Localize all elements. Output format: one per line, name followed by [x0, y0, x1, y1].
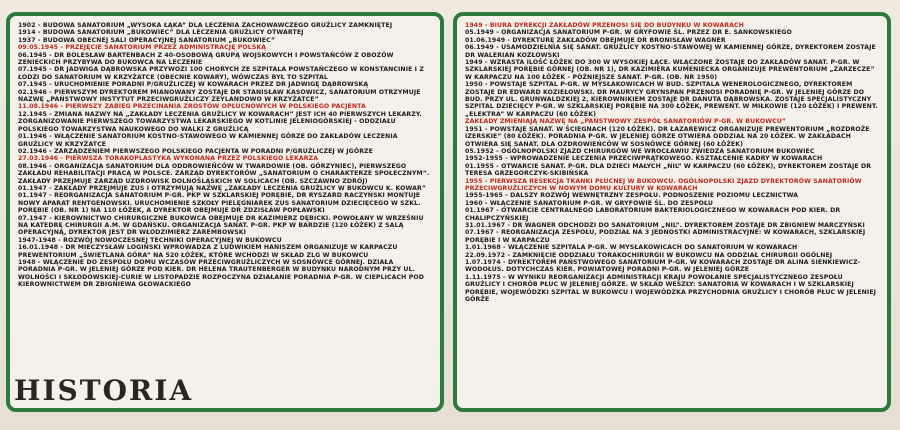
- entry-text: - USAMODZIELNIA SIĘ SANAT. GRUŹLICY KOSTNO-STAWOWEJ W KAMIENNEJ GÓRZE, DYREKTOREM ZOSTAJE DR WALERIAN KOZŁOWSKI: [465, 44, 876, 59]
- entry-text: - ORGANIZACJA SANATORIUM DLA ODDROWIEŃCÓW W TWARDOWIE (OB. GÓRZYNIEC), PIERWSZEGO ZAKŁADU REHABILITACJI PRACĄ W POLSCE. ZARZĄD DYREKTORÓW „SANATORIUM O CHARAKTERZE SPOŁECZNYM”. ZAKŁADY PRZEJMUJE ZARZĄD UZDROWISK DOLNOŚLĄSKICH W SOLICACH (OB. SZCZAWNO ZDRÓJ): [18, 162, 430, 185]
- entry-text: - DYREKTOREM PAŃSTWOWEGO SANATORIUM P-GR. W KOWARACH ZOSTAJE DR ALINA SIENKIEWICZ-WODOŁUS. DOTYCHCZAS KIER. POWIATOWEJ PORADNI P-GR. W JELENIEJ GÓRZE: [465, 259, 861, 274]
- timeline-entry: [465, 200, 879, 207]
- entry-date: 1955: [465, 177, 483, 185]
- entry-date: 01.1947: [18, 192, 47, 200]
- timeline-entry: [18, 111, 432, 133]
- timeline-entry: [465, 126, 879, 148]
- timeline-entry: [18, 215, 432, 237]
- timeline-entry: [465, 207, 879, 222]
- entry-date: 01.1946: [18, 133, 47, 141]
- entry-text: - ZAKŁADY PRZEJMUJE ZUS I OTRZYMUJĄ NAZWĘ „ZAKŁADY LECZENIA GRUŹLICY W BUKOWCU K. KOWAR”: [49, 184, 427, 192]
- timeline-entry: [465, 81, 879, 118]
- entry-text: - WPROWADZENIE LECZENIA PRZECIWPRĄTKOWEGO. KSZTAŁCENIE KADRY W KOWARACH: [505, 155, 823, 163]
- entry-text: - URUCHOMIENIE PORADNI P/GRUŹLICZEJ W KOWARACH PRZEZ DR JADWIGĘ DĄBROWSKĄ: [49, 81, 369, 89]
- entry-text: - WŁĄCZENIE SANATORIUM P-GR. W GRYFOWIE ŚL. DO ZESPOŁU: [484, 199, 713, 207]
- entry-date: 1952-1955: [465, 155, 503, 163]
- entry-text: - DR JADWIGA DĄBROWSKA PRZYWOZI 100 CHORYCH ZE SZPITALA POWSTAŃCZEGO W KONSTANCINIE I Z ŁODZI DO SANATORIUM W KRZYŻATCE (OBECNIE KOWARY), WÓWCZAS BYŁ TO SZPITAL: [18, 66, 424, 81]
- entry-text: - W WYNIKU REORGANIZACJI ADMINISTRACJI KRAJU POWOŁANIE SPECJALISTYCZNEGO ZESPOŁU GRUŹLICY I CHORÓB PŁUC W JELENIEJ GÓRZE. W SKŁAD WESZŁY: SANATORIA W KOWARACH I W SZKLARSKIEJ PORĘBIE, WOJEWÓDZKI SZPITAL W BUKOWCU I WOJEWÓDZKA PRZYCHODNIA GRUŹLICY I CHORÓB PŁUC W JELENIEJ GÓRZE: [465, 273, 877, 304]
- entry-date: 01.1947: [18, 184, 47, 192]
- timeline-entry: [465, 163, 879, 178]
- entry-text: - POWSTAJE SANAT. W ŚCIEGNACH (120 ŁÓŻEK). DR ŁAZAREWICZ ORGANIZUJE PREWENTORIUM „ROZDROŻE IZERSKIE” (80 ŁÓŻEK). PORADNIA P-GR. W JELENIEJ GÓRZE OTWIERA ODDZIAŁ NA 20 ŁÓŻEK. W ZAKŁADACH OTWIERA SIĘ SANAT. DLA OZDROWIEŃCÓW W SOSNÓWCE GÓRNEJ (60 ŁÓŻEK): [465, 125, 870, 148]
- timeline-entry: [18, 37, 432, 44]
- entry-text: - BUDOWA SANATORIUM „WYSOKA ŁĄKA” DLA LECZENIA ZACHOWAWCZEGO GRUŹLICY ZAMKNIĘTEJ: [37, 22, 393, 29]
- entry-date: 12.1945: [18, 110, 47, 118]
- entry-date: 01.1955: [465, 162, 494, 170]
- entry-date: 1948: [18, 259, 36, 266]
- timeline-entry: [18, 244, 432, 259]
- timeline-entry: [465, 252, 879, 259]
- entry-date: 1.11.1975: [465, 273, 501, 281]
- timeline-entry: [18, 103, 432, 110]
- entry-text: - REORGANIZACJA SANATORIUM P-GR. PKP W SZKLARSKIEJ PORĘBIE, DR RYSZARD RACZYŃSKI MONTUJE NOWY APARAT RENTGENOWSKI. URUCHOMIENIE SZKOŁY PIELĘGNIAREK ZUS SANATORIUM DZIECIĘCEGO W SZKL. PORĘBIE (OB. NR 1) NA 110 ŁÓŻEK, A DYREKTOR OBEJMUJE DR ZDZISŁAW POPŁAWSKI: [18, 192, 421, 215]
- entry-date: 1.07.1974: [465, 259, 501, 266]
- entry-text: - DR WAGNER ODCHODZI DO SANATORIUM „NIL”. DYREKTOREM ZOSTAJE DR ZBIGNIEW MARCZYŃSKI: [507, 221, 865, 229]
- entry-date: 16.01.1948: [18, 244, 59, 252]
- entry-text: - PIERWSZYM DYREKTOREM MIANOWANY ZOSTAJE DR STANISŁAW KASOWICZ, SANATORIUM OTRZYMUJE NAZWĘ „PAŃSTWOWY INSTYTUT PRZECIWGRUŹLICZY ZEYLANDOWO W KRZYŻATCE”: [18, 88, 421, 104]
- entry-text: - PIERWSZA TORAKOPLASTYKA WYKONANA PRZEZ POLSKIEGO LEKARZA: [60, 155, 319, 163]
- timeline-entry: [18, 148, 432, 155]
- timeline-entry: [465, 259, 879, 274]
- page-title: HISTORIA: [14, 374, 194, 407]
- entry-date: 05.1949: [465, 29, 494, 37]
- entry-text: - ZAMKNIĘCIE ODDZIAŁU TORAKOCHIRURGII W BUKOWCU NA ODDZIAŁ CHIRURGII OGÓLNEJ: [507, 251, 833, 259]
- entry-text: - PIERWSZA RESEKCJA TKANKI PŁUCNEJ W BUKOWCU. OGÓLNOPOLSKI ZJAZD DYREKTORÓW SANATORIÓW PRZECIWGRUŹLICZYCH W NOWYM DOMU KULTURY W KOWARACH: [465, 177, 862, 192]
- timeline-panel-right: [453, 12, 891, 412]
- entry-text: - WŁĄCZENIE SANATORIUM KOSTNO-STAWOWEGO W KAMIENNEJ GÓRZE DO ZAKŁADÓW LECZENIA GRUŹLICY W KRZYŻATCE: [18, 133, 398, 148]
- entry-date: 1.01.1968: [465, 244, 501, 252]
- entry-date: 11.08.1946: [18, 103, 59, 111]
- entry-text: - BIURA DYREKCJI ZAKŁADÓW PRZENOSI SIĘ DO BUDYNKU W KOWARACH: [484, 22, 744, 29]
- timeline-entry: [465, 118, 879, 125]
- entry-text: - WZRASTA ILOŚĆ ŁÓŻEK DO 300 W WYSOKIEJ ŁĄCE. WŁĄCZONE ZOSTAJE DO ZAKŁADÓW SANAT. P-GR. W SZKLARSKIEJ PORĘBIE GÓRNEJ (OB. NR 1), DR KAZIMIERA KUMENIECKA ORGANIZUJE PREWENTORIUM „ZARZECZE” W KARPACZU NA 100 ŁÓŻEK - PÓŹNIEJSZE SANAT. P-GR. (OB. NR 1950): [465, 59, 875, 81]
- entry-text: - ORGANIZACJA SANATORIUM P-GR. W GRYFOWIE ŚL. PRZEZ DR E. SANKOWSKIEGO: [496, 29, 792, 37]
- entry-text: - ROZWÓJ NOWOCZESNEJ TECHNIKI OPERACYJNEJ W BUKOWCU: [58, 236, 282, 244]
- entry-text: - DR BOLESŁAW BARTENBACH Z 40-OSOBOWĄ GRUPĄ WOJSKOWYCH I POWSTAŃCÓW Z OBOZÓW ZENIECKICH PRZYBYWA DO BUKOWCA NA LECZENIE: [18, 51, 394, 67]
- entry-date: 1950: [465, 81, 483, 89]
- entry-date: 01.06.1949: [465, 36, 506, 44]
- entry-text: - BUDOWA OBECNEJ SALI OPERACYJNEJ SANATORIUM „BUKOWIEC”: [37, 36, 276, 44]
- timeline-entry: [465, 192, 879, 199]
- timeline-entry: [18, 81, 432, 88]
- timeline-entry: [18, 133, 432, 148]
- entry-text: - OTWARCIE SANAT. P-GR. DLA DZIECI MAŁYCH „NIL” W KARPACZU (60 ŁÓŻEK), DYREKTOREM ZOSTAJE DR TERESA GRZEGORCZYK-SKIBIŃSKA: [465, 162, 872, 178]
- timeline-entry: [18, 192, 432, 214]
- timeline-entry: [18, 29, 432, 36]
- entry-text: - ZARZĄDZENIEM PIERWSZEGO POLSKIEGO PACJENTA W PORADNI P/GRUŹLICZEJ W JGÓRZE: [49, 147, 373, 155]
- timeline-entry: [18, 44, 432, 51]
- entry-date: 07.1945: [18, 81, 47, 89]
- entry-date: 01.1967: [465, 207, 494, 215]
- entry-date: 1902: [18, 22, 36, 29]
- timeline-entry: [18, 259, 432, 289]
- entry-date: 1951: [465, 125, 483, 133]
- entry-date: 06.1945: [18, 51, 47, 59]
- timeline-entry: [18, 163, 432, 185]
- timeline-entry: [18, 89, 432, 104]
- entry-date: 1947-1948: [18, 236, 56, 244]
- entry-text: - WŁĄCZENIE DO ZESPOŁU DOMU WCZASÓW PRZECIWGRUŹLICZYCH W SOSNÓWCE GÓRNEJ. DZIAŁA PORADNIA P-GR. W JELENIEJ GÓRZE POD KIER. DR HELENA TRAUTENBERGER W BUDYNKU NARODNYM PRZY UL. WOLNOŚCI I SKŁODOWSKIEJ-CURIE W LISTOPADZIE ROZPOCZYNA DZIAŁANIE PORADNIA P-GR. W CIEPLICACH POD KIEROWNICTWEM DR ZBIGNIEWA GŁOWACKIEGO: [18, 259, 424, 289]
- entry-text: - PIERWSZY ZABIEG PRZECINANIA ZROSTÓW OPŁUCNOWYCH W POLSKIEGO PACJENTA: [60, 103, 366, 111]
- entry-text: - OTWARCIE CENTRALNEGO LABORATORIUM BAKTERIOLOGICZNEGO W KOWARACH POD KIER. DR CHALIPCZYŃSKIEJ: [465, 207, 841, 222]
- timeline-entry: [18, 66, 432, 81]
- timeline-entry: [465, 222, 879, 229]
- entry-date: 06.1949: [465, 44, 494, 52]
- timeline-entry: [465, 155, 879, 162]
- entry-date: 1955-1965: [465, 192, 503, 200]
- entry-text: - WŁĄCZENIE SZPITALA P-GR. W MYSŁAKOWICACH DO SANATORIUM W KOWARACH: [503, 244, 798, 252]
- entry-text: ZAKŁADY ZMIENIAJĄ NAZWĘ NA „PAŃSTWOWY ZESPÓŁ SANATORIÓW P-GR. W BUKOWCU”: [465, 118, 787, 126]
- entry-date: 07.1947: [18, 214, 47, 222]
- entry-date: 08.1946: [18, 162, 47, 170]
- entry-date: 09.05.1945: [18, 44, 59, 52]
- timeline-entry: [465, 274, 879, 304]
- timeline-entry: [18, 155, 432, 162]
- entry-date: 1914: [18, 29, 36, 37]
- timeline-entry: [465, 148, 879, 155]
- timeline-panel-left: [6, 12, 444, 412]
- entry-date: 02.1946: [18, 88, 47, 96]
- timeline-entry: [465, 29, 879, 36]
- entry-date: 02.1946: [18, 147, 47, 155]
- timeline-entry: [465, 229, 879, 244]
- timeline-entry: [465, 178, 879, 193]
- entry-date: 07.1967: [465, 229, 494, 237]
- entry-text: - DALSZY ROZWÓJ WEWNĘTRZNY ZESPOŁU. PODNOSZENIE POZIOMU LECZNICTWA: [505, 192, 799, 200]
- entry-date: 27.03.1946: [18, 155, 59, 163]
- entry-text: - OGÓLNOPOLSKI ZJAZD CHIRURGÓW WE WROCŁAWIU ZWIEDZA SANATORIUM BUKOWIEC: [496, 147, 815, 155]
- entry-date: 31.01.1967: [465, 221, 506, 229]
- entry-text: - POWSTAJE SZPITAL P-GR. W MYSŁAKOWICACH W BUD. SZPITALA WENEROLOGICZNEGO, DYREKTOREM ZOSTAJE DR EDWARD KOZIEŁOWSKI. DR MAURYCY GRYNSPAN PRZENOSI PORADNIĘ P-GR. W JELENIEJ GÓRZE DO BUD. PRZY UL. GRUNWALDZKIEJ 2, KIEROWNIKIEM ZOSTAJE DR DANUTA DĄBROWSKA. ZOSTAJE SPECJALISTYCZNY SZPITAL DZIECIĘCY P-GR. W SZKLARSKIEJ PORĘBIE NA 300 ŁÓŻEK, PREWENT. W MIŁKOWIE (120 ŁÓŻEK) I PREWENT. „ELEKTRA” W KARPACZU (60 ŁÓŻEK): [465, 81, 878, 118]
- entry-date: 07.1945: [18, 66, 47, 74]
- timeline-entry: [465, 244, 879, 251]
- entry-text: - ZMIANA NAZWY NA „ZAKŁADY LECZENIA GRUŹLICY W KOWARACH” JEST ICH 40 PIERWSZYCH LEKARZY. ZORGANIZOWANIE PIERWSZEGO TOWARZYSTWA LEKARSKIEGO W KOTLINIE JELENIOGÓRSKIEJ - ODDZIAŁU POLSKIEGO TOWARZYSTWA NAUKOWEGO DO WALKI Z GRUŹLICĄ: [18, 110, 422, 133]
- entry-date: 22.09.1972: [465, 251, 506, 259]
- timeline-entry: [18, 52, 432, 67]
- timeline-entry: [465, 59, 879, 81]
- entry-text: - BUDOWA SANATORIUM „BUKOWIEC” DLA LECZENIA GRUŹLICY OTWARTEJ: [37, 29, 304, 37]
- entry-date: 1937: [18, 36, 36, 44]
- entry-text: - KIEROWNICTWO CHIRURGICZNE BUKOWCA OBEJMUJE DR KAZIMIERZ DĘBICKI. POWOŁANY W WRZEŚNIU NA KATEDRĘ CHIRURGII A.M. W GDAŃSKU. ORGANIZACJA SANAT. P-GR. PKP W BARDZIE (120 ŁÓŻEK) Z SALĄ OPERACYJNĄ, DYREKTOR JEST DR WŁODZIMIERZ ZAREMBOWSKI: [18, 214, 424, 237]
- entry-text: - REORGANIZACJA ZESPOŁU, PODZIAŁ NA 3 JEDNOSTKI ADMINISTRACYJNE: W KOWARACH, SZKLARSKIEJ PORĘBIE I W KARPACZU: [465, 229, 866, 244]
- entry-text: - DYREKTURĘ ZAKŁADÓW OBEJMUJE DR BRONISŁAW WAGNER: [507, 36, 726, 44]
- entry-text: - DR MIECZYSŁAW LOGIŃSKI WPROWADZA Z LUDWIKIEM HANISZEM ORGANIZUJE W KARPACZU PREWENTORIUM „ŚWIETLANA GÓRA” NA 520 ŁÓŻEK, KTÓRE WCHODZI W SKŁAD ZLG W BUKOWCU: [18, 244, 398, 259]
- entry-date: 1960: [465, 199, 483, 207]
- timeline-entry: [465, 44, 879, 59]
- entry-date: 1949: [465, 22, 483, 29]
- entry-date: 1949: [465, 59, 483, 67]
- entry-text: - PRZEJĘCIE SANATORIUM PRZEZ ADMINISTRACJĘ POLSKĄ: [60, 44, 267, 52]
- entry-date: 05.1952: [465, 147, 494, 155]
